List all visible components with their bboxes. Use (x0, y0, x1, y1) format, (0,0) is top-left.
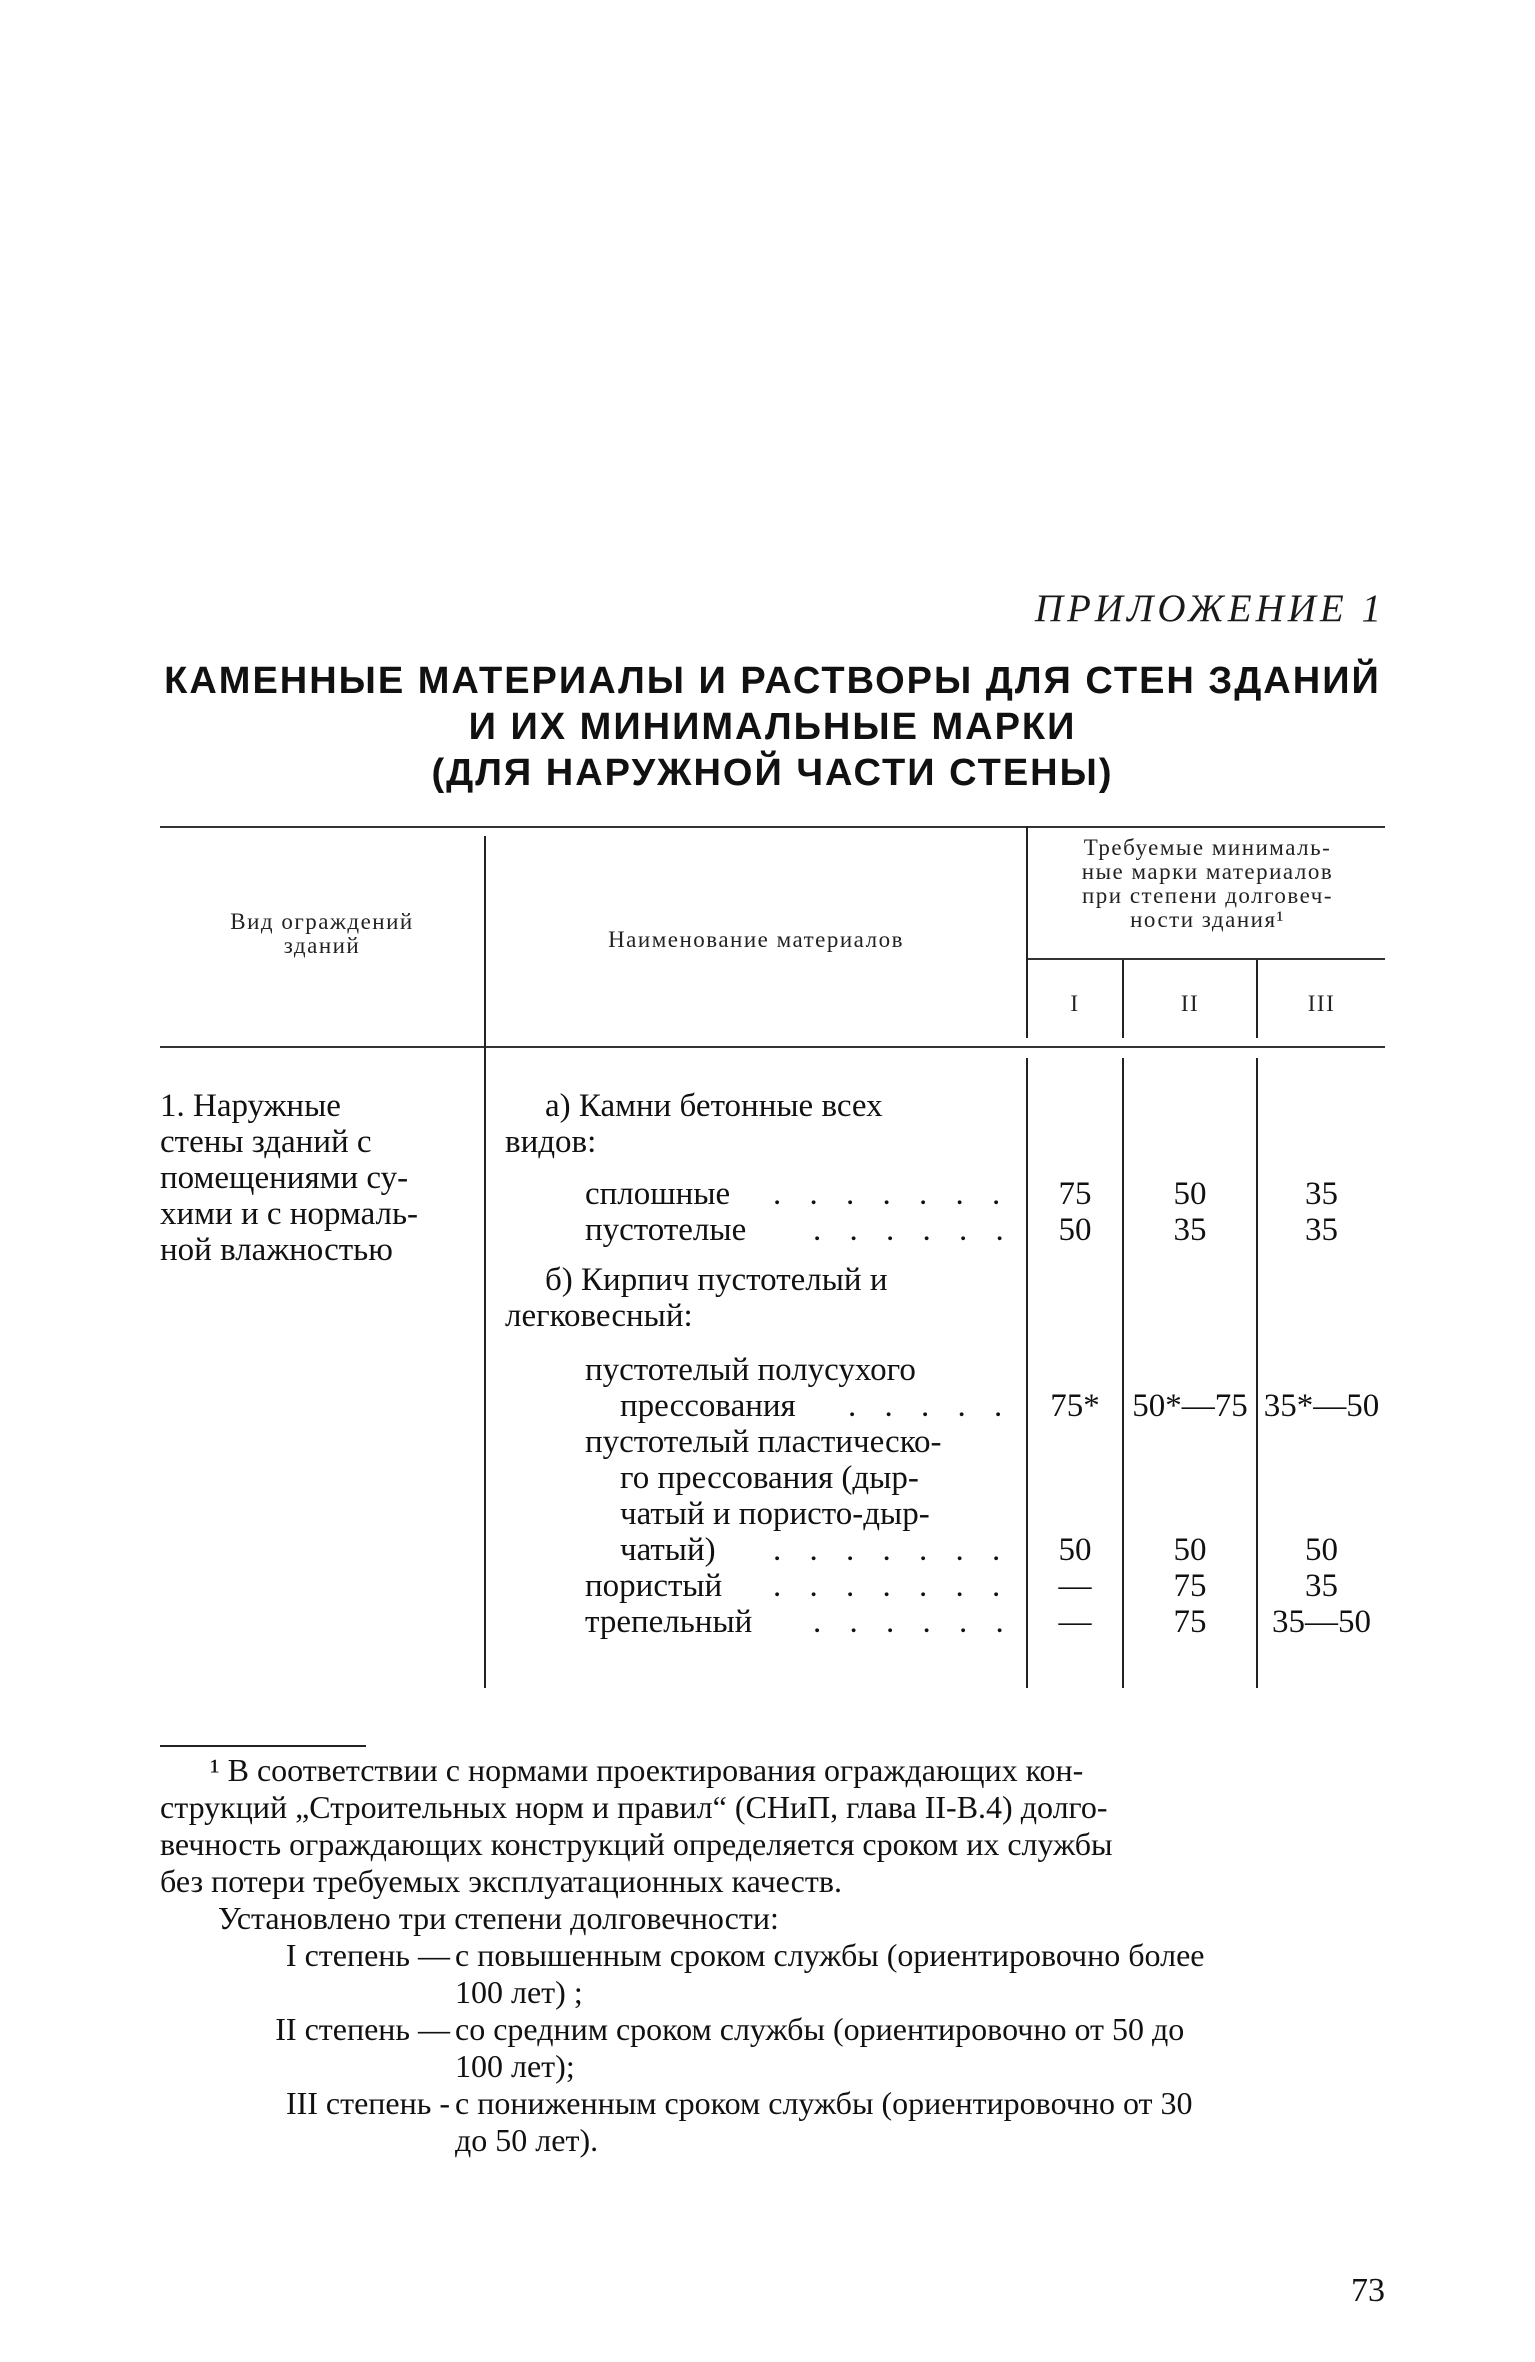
title-line: (ДЛЯ НАРУЖНОЙ ЧАСТИ СТЕНЫ) (431, 752, 1114, 794)
value-degree-iii: 35 (1305, 1212, 1338, 1248)
value-degree-iii: 35 (1305, 1176, 1338, 1212)
value-degree-ii: 35 (1173, 1212, 1207, 1248)
value-degree-ii: 75 (1173, 1604, 1207, 1640)
value-degree-i: 50 (1058, 1212, 1092, 1248)
header-degree-ii: II (1180, 991, 1200, 1016)
column-divider (484, 836, 486, 1688)
page-number: 73 (1351, 2272, 1385, 2309)
title-line: КАМЕННЫЕ МАТЕРИАЛЫ И РАСТВОРЫ ДЛЯ СТЕН ЗДАНИЙ (164, 660, 1381, 702)
value-degree-ii: 50 (1173, 1532, 1207, 1568)
value-degree-i: 50 (1058, 1532, 1092, 1568)
material-name: пустотелые (585, 1212, 747, 1248)
value-degree-iii: 35—50 (1272, 1604, 1371, 1640)
degree-label: III степень - (285, 2085, 450, 2121)
value-degree-ii: 75 (1173, 1568, 1207, 1604)
value-degree-iii: 35*—50 (1263, 1388, 1380, 1424)
value-degree-ii: 50*—75 (1132, 1388, 1248, 1424)
table-top-rule (160, 826, 1385, 828)
wall-type-cell: 1. Наружные стены зданий с помещениями су- хими и с нормаль- ной влажностью (160, 1088, 419, 1268)
group-a-heading: а) Камни бетонные всех видов: (505, 1088, 883, 1160)
degree-label: II степень — (275, 2011, 450, 2047)
header-wall-type: Вид ограждений зданий (230, 909, 414, 958)
dot-leader: . . . . . . . (773, 1568, 1011, 1604)
value-degree-i: — (1058, 1568, 1092, 1604)
material-name: пустотелый полусухого прессования (585, 1352, 916, 1424)
value-degree-iii: 50 (1305, 1532, 1338, 1568)
material-name: трепельный (585, 1604, 753, 1640)
value-degree-i: — (1058, 1604, 1092, 1640)
dot-leader: . . . . . . . (773, 1532, 1011, 1568)
header-required-marks: Требуемые минималь- ные марки материалов при степени долговеч- ности здания¹ (1081, 835, 1334, 932)
degree-label: I степень — (285, 1937, 450, 1973)
header-degree-i: I (1070, 991, 1080, 1016)
appendix-label: ПРИЛОЖЕНИЕ 1 (1034, 587, 1385, 630)
degree-description: с повышенным сроком службы (ориентировочно более 100 лет) ; (455, 1937, 1205, 2010)
header-bottom-rule (160, 1046, 1385, 1048)
value-degree-iii: 35 (1305, 1568, 1338, 1604)
dot-leader: . . . . . (848, 1388, 1013, 1424)
material-name: пустотелый пластическо- го прессования (дыр- чатый и пористо-дыр- чатый) (585, 1424, 942, 1568)
page-title (160, 658, 1385, 796)
group-b-heading: б) Кирпич пустотелый и легковесный: (505, 1262, 888, 1334)
degree-description: со средним сроком службы (ориентировочно от 50 до 100 лет); (455, 2011, 1185, 2084)
degree-description: с пониженным сроком службы (ориентировочно от 30 до 50 лет). (455, 2085, 1193, 2158)
header-degree-iii: III (1307, 991, 1336, 1016)
value-degree-ii: 50 (1173, 1176, 1207, 1212)
footnote-rule (160, 1745, 366, 1747)
degree-header-rule (1028, 958, 1385, 960)
value-degree-i: 75* (1050, 1388, 1100, 1424)
footnote-text: ¹ В соответствии с нормами проектирования ограждающих кон- струкций „Строительных норм и правил“ (СНиП, глава II-В.4) долго- вечность ограждающих конструкций определяется сроком их службы без потери требуемых эксплуатационных качеств. Установлено три степени долговечности: (160, 1752, 1113, 1936)
header-material-name: Наименование материалов (608, 927, 904, 952)
dot-leader: . . . . . . (813, 1212, 1014, 1248)
value-degree-i: 75 (1058, 1176, 1092, 1212)
title-line: И ИХ МИНИМАЛЬНЫЕ МАРКИ (468, 706, 1077, 748)
dot-leader: . . . . . . (813, 1604, 1014, 1640)
material-name: пористый (585, 1568, 723, 1604)
material-name: сплошные (585, 1176, 731, 1212)
dot-leader: . . . . . . . (773, 1176, 1011, 1212)
